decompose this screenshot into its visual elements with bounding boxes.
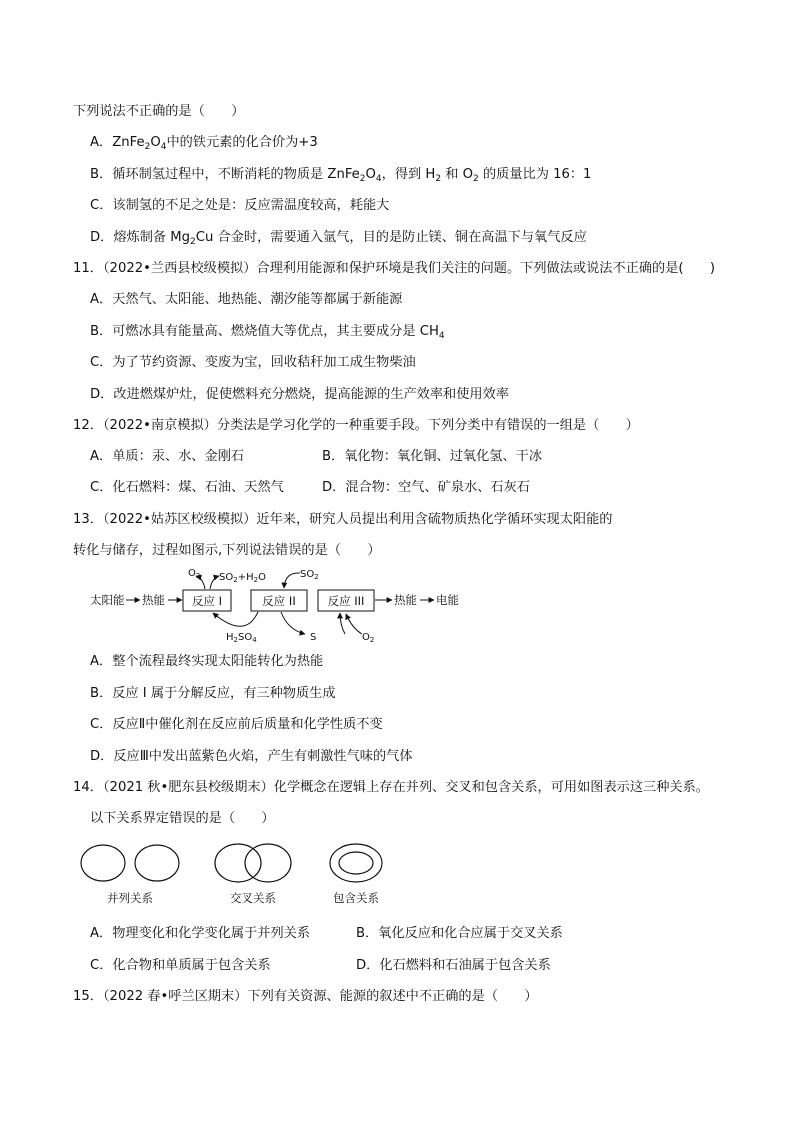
diagram-sulfur: S [310,632,317,643]
parallel-circle-right [135,845,179,881]
q14-stem-line2: 以下关系界定错误的是（ ） [90,811,275,826]
q13-option-a: A．整个流程最终实现太阳能转化为热能 [90,654,324,669]
diagram-label-electric-energy: 电能 [436,593,459,607]
q13-option-c: C．反应Ⅱ中催化剂在反应前后质量和化学性质不变 [90,717,383,732]
diagram-h2so4: $H_2SO_4$ [226,632,257,644]
q10-option-d: D．熔炼制备 $Mg_2Cu$ 合金时，需要通入氩气，目的是防止镁、铜在高温下与氧气反应 [90,230,587,247]
diagram-label-heat-energy-2: 热能 [394,593,417,607]
q13-stem-line1: 13．（2022•姑苏区校级模拟）近年来，研究人员提出利用含硫物质热化学循环实现太阳能的 [73,512,613,527]
reaction-2-label: 反应 II [262,594,296,608]
q12-stem: 12．（2022•南京模拟）分类法是学习化学的一种重要手段。下列分类中有错误的一组是（ ） [73,418,639,433]
diagram-label-solar-energy: 太阳能 [90,593,125,607]
reaction-1-label: 反应 I [191,594,223,608]
diagram-label-heat-energy-1: 热能 [142,593,165,607]
q12-option-c: C．化石燃料：煤、石油、天然气 [90,480,284,495]
contain-circle-inner [339,852,373,874]
q12-option-b: B．氧化物：氧化铜、过氧化氢、干冰 [322,449,543,464]
caption-intersect: 交叉关系 [230,891,276,905]
q14-option-a: A．物理变化和化学变化属于并列关系 [90,926,311,941]
q11-option-a: A．天然气、太阳能、地热能、潮汐能等都属于新能源 [90,292,403,307]
diagram-so2-h2o: $SO_2+H_2O$ [219,572,266,584]
q10-option-c: C．该制氢的不足之处是：反应需温度较高，耗能大 [90,198,390,213]
q11-stem: 11．（2022•兰西县校级模拟）合理利用能源和保护环境是我们关注的问题。下列做法或说法不正确的是( ) [73,261,716,276]
diagram-o2-bottom: $O_2$ [362,632,375,644]
q14-option-d: D．化石燃料和石油属于包含关系 [356,958,551,973]
q10-option-a: A．$ZnFe_2O_4$中的铁元素的化合价为+3 [90,135,318,152]
caption-contain: 包含关系 [333,891,379,905]
q15-stem: 15．（2022 春•呼兰区期末）下列有关资源、能源的叙述中不正确的是（ ） [73,989,538,1004]
q14-option-b: B．氧化反应和化合应属于交叉关系 [356,926,563,941]
q11-option-c: C．为了节约资源、变废为宝，回收秸秆加工成生物柴油 [90,355,416,370]
q13-stem-line2: 转化与储存，过程如图示,下列说法错误的是（ ） [73,543,381,558]
q10-option-b: B．循环制氢过程中，不断消耗的物质是 $ZnFe_2O_4$，得到 $H_2$ 和 $O_2$ 的质量比为 16：1 [90,167,592,184]
q12-option-a: A．单质：汞、水、金刚石 [90,449,245,464]
q14-stem-line1: 14．（2021 秋•肥东县校级期末）化学概念在逻辑上存在并列、交叉和包含关系，可用如图表示这三种关系。 [73,780,709,795]
q13-option-d: D．反应Ⅲ中发出蓝紫色火焰，产生有刺激性气味的气体 [90,749,413,764]
reaction-cycle-diagram [0,560,794,650]
q12-option-d: D．混合物：空气、矿泉水、石灰石 [322,480,530,495]
set-relations-diagram [0,838,794,910]
q10-stem: 下列说法不正确的是（ ） [73,104,245,119]
diagram-so2-top: $SO_2$ [300,569,319,581]
q13-option-b: B．反应 I 属于分解反应，有三种物质生成 [90,686,336,701]
q11-option-b: B．可燃冰具有能量高、燃烧值大等优点，其主要成分是 $CH_4$ [90,324,445,341]
q14-option-c: C．化合物和单质属于包含关系 [90,958,271,973]
reaction-3-label: 反应 III [327,594,365,608]
contain-circle-outer [330,844,382,882]
intersect-circle-right [245,844,291,882]
q11-option-d: D．改进燃煤炉灶，促使燃料充分燃烧，提高能源的生产效率和使用效率 [90,387,509,402]
intersect-circle-left [215,844,261,882]
parallel-circle-left [81,845,125,881]
diagram-o2-top: $O_2$ [188,568,201,580]
caption-parallel: 并列关系 [107,891,153,905]
